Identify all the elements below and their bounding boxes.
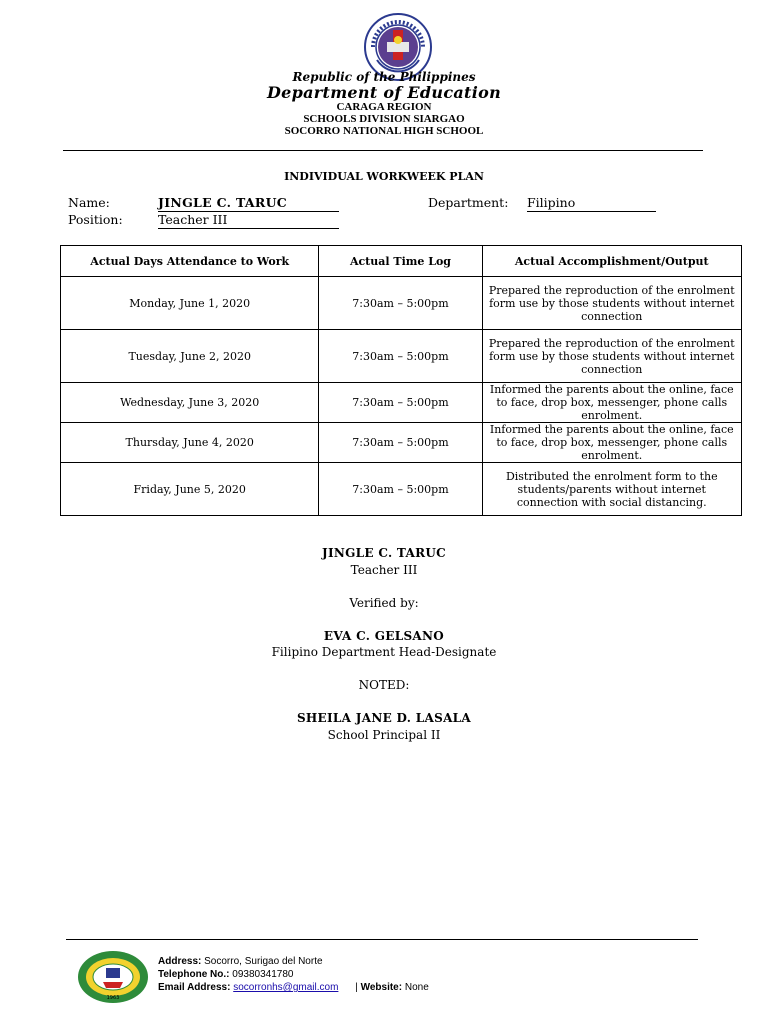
time-cell: 7:30am – 5:00pm: [319, 383, 482, 423]
day-cell: Thursday, June 4, 2020: [61, 423, 319, 463]
department-label: Department:: [428, 195, 509, 210]
day-cell: Wednesday, June 3, 2020: [61, 383, 319, 423]
output-cell: Prepared the reproduction of the enrolment form use by those students without internet connection: [482, 330, 741, 383]
header-divider: [63, 150, 703, 151]
head-name: EVA C. GELSANO: [323, 629, 445, 643]
table-row: [61, 277, 742, 330]
telephone-label: Telephone No.:: [158, 969, 230, 980]
department-value: Filipino: [527, 195, 656, 212]
col-header-time: Actual Time Log: [319, 246, 482, 277]
position-value: Teacher III: [158, 212, 339, 229]
verified-label: Verified by:: [349, 596, 419, 610]
website-value: None: [404, 982, 429, 993]
footer-contact: [158, 982, 429, 993]
school-seal-logo: [76, 949, 150, 1005]
department-heading: Department of Education: [266, 83, 502, 102]
day-cell: Monday, June 1, 2020: [61, 277, 319, 330]
table-row: [61, 383, 742, 423]
footer-address: [158, 956, 323, 967]
division-heading: SCHOOLS DIVISION SIARGAO: [303, 113, 465, 125]
seal-year: 1963: [106, 995, 120, 1001]
output-cell: Informed the parents about the online, face to face, drop box, messenger, phone calls enrolment.: [482, 423, 741, 463]
teacher-title: Teacher III: [350, 563, 418, 577]
address-label: Address:: [158, 956, 202, 967]
principal-title: School Principal II: [327, 728, 441, 742]
col-header-days: Actual Days Attendance to Work: [61, 246, 319, 277]
table-row: [61, 330, 742, 383]
output-cell: Distributed the enrolment form to the students/parents without internet connection with social distancing.: [482, 463, 741, 516]
region-heading: CARAGA REGION: [336, 101, 432, 113]
footer-telephone: [158, 969, 293, 980]
col-header-output: Actual Accomplishment/Output: [482, 246, 741, 277]
time-cell: 7:30am – 5:00pm: [319, 463, 482, 516]
time-cell: 7:30am – 5:00pm: [319, 423, 482, 463]
footer-separator: |: [355, 982, 358, 993]
table-header-row: [61, 246, 742, 277]
name-label: Name:: [68, 195, 110, 210]
document-title: INDIVIDUAL WORKWEEK PLAN: [284, 170, 484, 183]
workweek-table: [60, 245, 742, 516]
head-title: Filipino Department Head-Designate: [271, 645, 497, 659]
table-row: [61, 423, 742, 463]
output-cell: Prepared the reproduction of the enrolment form use by those students without internet connection: [482, 277, 741, 330]
day-cell: Friday, June 5, 2020: [61, 463, 319, 516]
email-label: Email Address:: [158, 982, 231, 993]
republic-heading: Republic of the Philippines: [292, 70, 476, 84]
website-label: Website:: [360, 982, 403, 993]
principal-name: SHEILA JANE D. LASALA: [296, 711, 472, 725]
output-cell: Informed the parents about the online, face to face, drop box, messenger, phone calls enrolment.: [482, 383, 741, 423]
footer-divider: [66, 939, 698, 940]
position-label: Position:: [68, 212, 123, 227]
noted-label: NOTED:: [358, 678, 410, 692]
teacher-name: JINGLE C. TARUC: [321, 546, 447, 560]
telephone-value: 09380341780: [232, 969, 294, 980]
day-cell: Tuesday, June 2, 2020: [61, 330, 319, 383]
name-value: JINGLE C. TARUC: [158, 195, 339, 212]
table-row: [61, 463, 742, 516]
time-cell: 7:30am – 5:00pm: [319, 277, 482, 330]
address-value: Socorro, Surigao del Norte: [204, 956, 323, 967]
email-link[interactable]: socorronhs@gmail.com: [233, 982, 339, 993]
time-cell: 7:30am – 5:00pm: [319, 330, 482, 383]
school-heading: SOCORRO NATIONAL HIGH SCHOOL: [284, 125, 484, 137]
